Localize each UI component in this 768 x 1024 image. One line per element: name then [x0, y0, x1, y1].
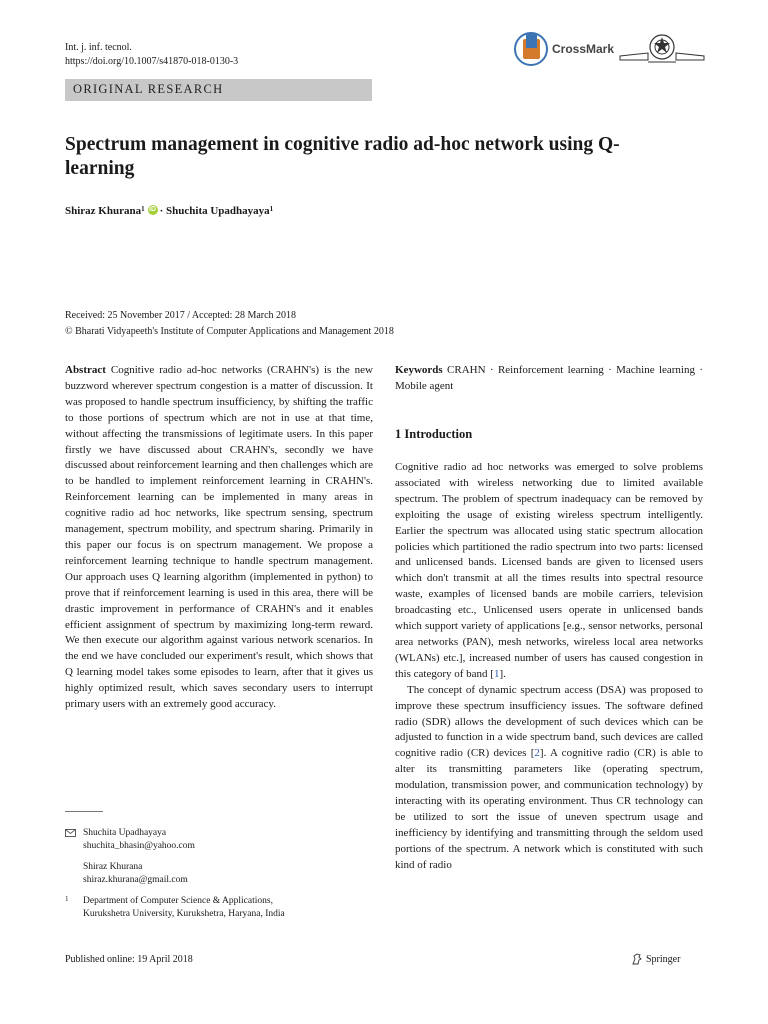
keywords-text: CRAHN · Reinforcement learning · Machine learning · Mobile agent [395, 364, 704, 392]
publisher-mark [631, 953, 680, 965]
publisher-name: Springer [646, 953, 681, 965]
copyright-line: © Bharati Vidyapeeth's Institute of Computer Applications and Management 2018 [65, 326, 394, 337]
correspondence-block [65, 827, 285, 921]
affiliation-number: 1 [65, 895, 69, 903]
citation-link[interactable]: 2 [534, 747, 540, 760]
keywords-label: Keywords [395, 364, 443, 376]
coauthor-email[interactable]: shiraz.khurana@gmail.com [83, 875, 188, 885]
orcid-icon[interactable]: iD [149, 206, 157, 213]
abstract [65, 363, 373, 713]
footnote-divider [65, 811, 103, 812]
citation-link[interactable]: 1 [493, 667, 500, 680]
author-line [65, 205, 273, 217]
paragraph [395, 683, 703, 874]
paragraph [395, 460, 703, 683]
author-name: Shiraz Khurana [65, 205, 142, 217]
author-name: Shuchita Upadhayaya [166, 205, 270, 217]
affiliation-mark: 1 [141, 205, 145, 213]
crossmark-icon [514, 32, 548, 66]
institute-seal-logo [618, 29, 706, 71]
paper-title: Spectrum management in cognitive radio ad-hoc network using Q-learning [65, 134, 620, 179]
keywords [395, 363, 703, 395]
abstract-text: Cognitive radio ad-hoc networks (CRAHN's) is the new buzzword wherever spectrum congestion is a matter of discussion. It was proposed to handle spectrum insufficiency, by shifting the traffic to those portions of spectrum which are not in use at that time, without affecting the transmissions of legitimate users. In this paper firstly we have discussed about CRAHN's, secondly we have discussed about reinforcement learning and then challenges which are to be handled to implement reinforcement learning in CRAHN's. Reinforcement learning can be implemented in many areas in cognitive radio ad hoc networks, like spectrum sensing, spectrum management, spectrum mobility, and spectrum sharing. Primarily in this paper our focus is on spectrum management. We propose a reinforcement learning technique to handle spectrum management. Our approach uses Q learning algorithm (implemented in python) to prove that if reinforcement learning is used in this area, there will be drastic improvement in performance of CRAHN's and it enables efficient assignment of spectrum by maximizing long-term reward. We then execute our algorithm against various network scenarios. In the end we have concluded our experiment's result, which shows that Q learning model takes some episodes to learn, after that it gives us highly optimized result, which saves secondary users to interrupt primary users with an extremely good accuracy. [65, 364, 373, 711]
section-label-bar [65, 79, 372, 101]
correspondent-name: Shuchita Upadhayaya [83, 828, 167, 838]
envelope-icon [65, 829, 76, 837]
received-dates: Received: 25 November 2017 / Accepted: 28 March 2018 [65, 310, 297, 321]
abstract-label: Abstract [65, 364, 106, 376]
crossmark-label: CrossMark [552, 42, 615, 56]
coauthor-name: Shiraz Khurana [83, 862, 143, 872]
section-heading: 1 Introduction [395, 427, 473, 441]
journal-name: Int. j. inf. tecnol. [65, 42, 132, 53]
section-label: ORIGINAL RESEARCH [73, 82, 224, 96]
doi-link[interactable]: https://doi.org/10.1007/s41870-018-0130-3 [65, 56, 239, 67]
paragraph-text: The concept of dynamic spectrum access (DSA) was proposed to improve these spectrum insufficiency issues. The software defined radio (SDR) allows the development of such devices which can be adjusted to function in a wide spectrum band, such devices are called cognitive radio (CR) devices [ [395, 683, 703, 760]
affiliation-mark: 1 [269, 205, 274, 213]
published-date: Published online: 19 April 2018 [65, 954, 193, 965]
paragraph-text: ]. A cognitive radio (CR) is able to alter its transmitting parameters like (operating spectrum, modulation, transmission power, and communication technology) by interacting with its operating environment. Thus CR technology can be utilized to sort the issue of uneven spectrum usage and inefficiency by identifying and transmitting through the seldom used portions of the spectrum. A network which is constituted with such kind of radio [395, 747, 703, 871]
paragraph-text: ]. [499, 667, 506, 680]
springer-horse-icon [631, 953, 643, 965]
crossmark-badge[interactable] [514, 32, 620, 70]
paragraph-text: Cognitive radio ad hoc networks was emerged to solve problems associated with wireless networking due to limited available spectrum. The problem of spectrum inadequacy can be removed by exploiting the usage of existing wireless spectrum intelligently. Earlier the spectrum was allocated using static spectrum allocation policies which partitioned the radio spectrum into two parts: licensed and unlicensed bands. Licensed bands are given to licensed users which don't transmit at all the times results into spectral resource waste, examples of licensed bands are mobile carriers, television broadcasting etc., Unlicensed users operate in unlicensed bands which support variety of applications [e.g., sensor networks, personal area networks (PAN), mesh networks, wireless local area networks (WLANs) etc.], increased number of users has caused congestion in this category of band [ [395, 461, 703, 680]
intro-body [395, 460, 703, 874]
correspondent-email[interactable]: shuchita_bhasin@yahoo.com [83, 841, 195, 851]
author-separator: · [159, 205, 164, 217]
affiliation-line: Kurukshetra University, Kurukshetra, Haryana, India [83, 909, 285, 919]
affiliation-line: Department of Computer Science & Applications, [83, 896, 273, 906]
